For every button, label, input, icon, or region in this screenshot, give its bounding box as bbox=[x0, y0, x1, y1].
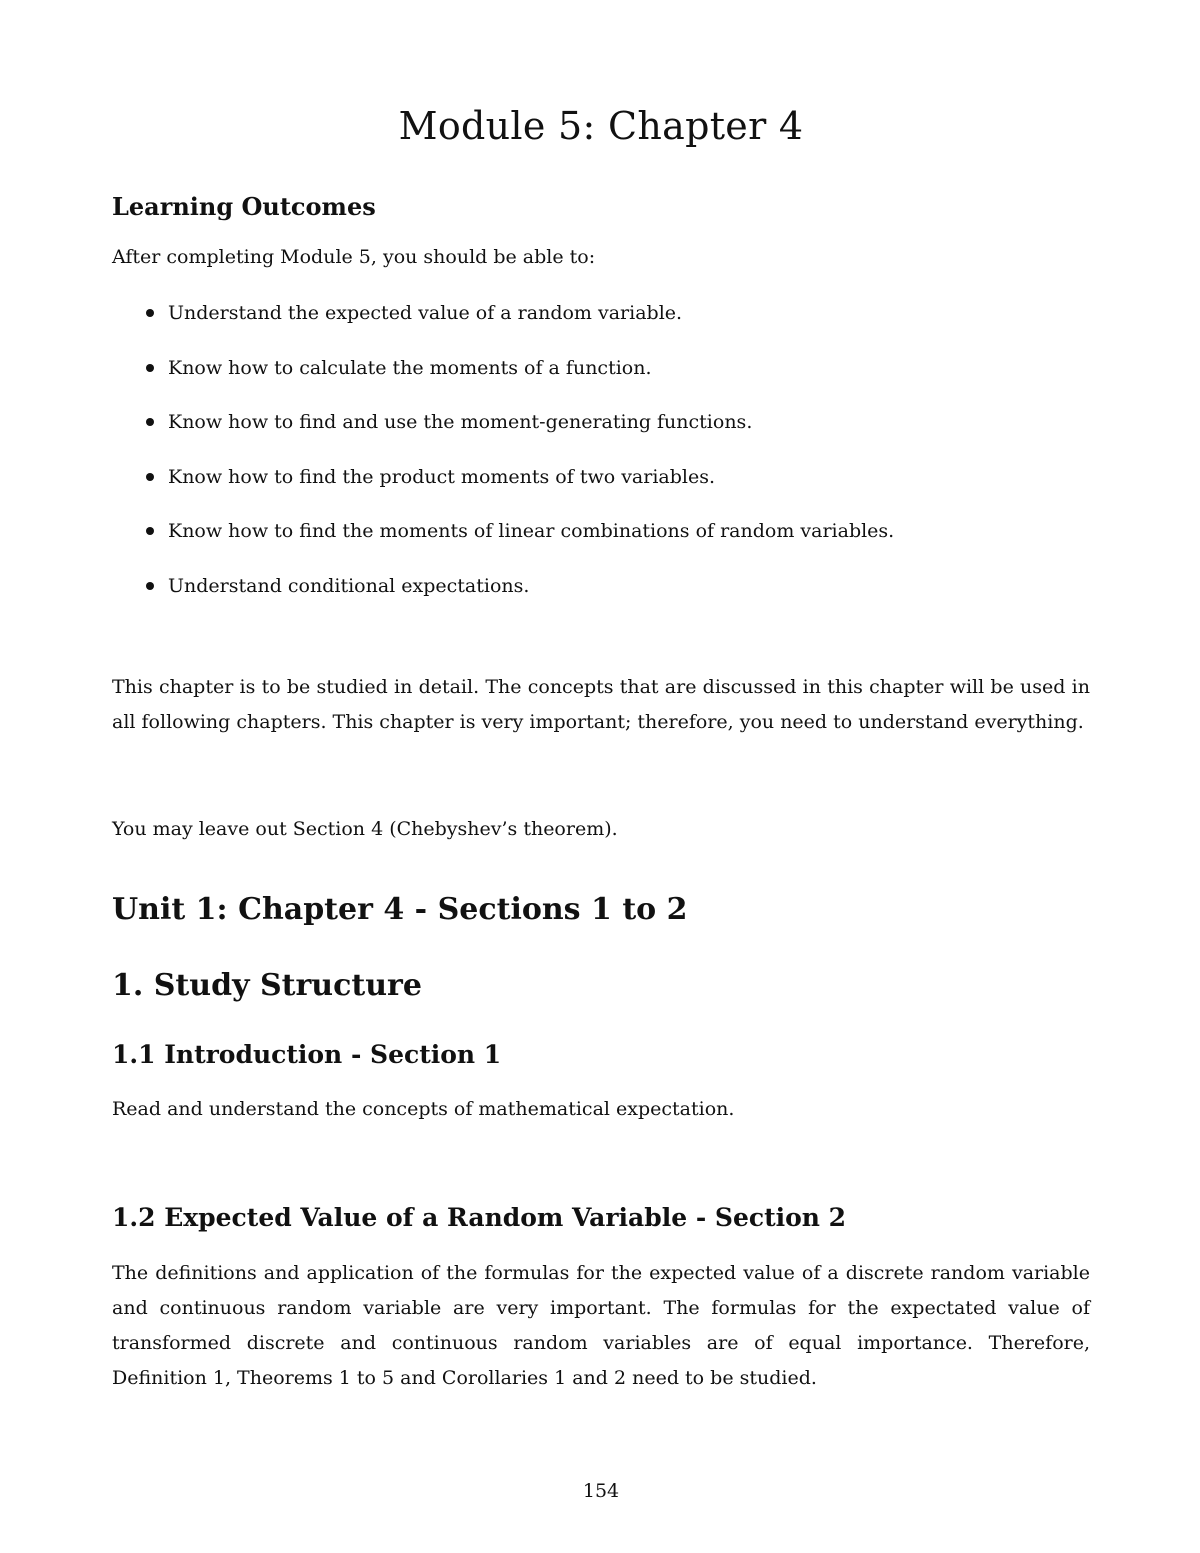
list-item bbox=[144, 573, 894, 628]
list-item bbox=[144, 518, 894, 573]
list-item bbox=[144, 409, 894, 464]
study-structure-heading: 1. Study Structure bbox=[112, 968, 422, 1003]
section-body-introduction: Read and understand the concepts of mathematical expectation. bbox=[112, 1098, 735, 1120]
learning-outcomes-intro: After completing Module 5, you should be able to: bbox=[112, 246, 596, 268]
bullet-icon bbox=[146, 364, 154, 372]
leave-out-paragraph: You may leave out Section 4 (Chebyshev’s theorem). bbox=[112, 818, 618, 840]
bullet-icon bbox=[146, 473, 154, 481]
bullet-icon bbox=[146, 527, 154, 535]
section-heading-expected-value: 1.2 Expected Value of a Random Variable - Section 2 bbox=[112, 1203, 847, 1232]
list-item-text: Know how to find and use the moment-generating functions. bbox=[168, 411, 753, 434]
list-item-text: Understand the expected value of a random variable. bbox=[168, 302, 683, 324]
list-item-text: Know how to find the moments of linear combinations of random variables. bbox=[168, 520, 895, 543]
bullet-icon bbox=[146, 582, 154, 590]
list-item-text: Know how to calculate the moments of a function. bbox=[168, 356, 652, 379]
learning-outcomes-heading: Learning Outcomes bbox=[112, 192, 376, 221]
list-item-text: Understand conditional expectations. bbox=[168, 574, 530, 597]
list-item bbox=[144, 300, 894, 355]
bullet-icon bbox=[146, 418, 154, 426]
page-title: Module 5: Chapter 4 bbox=[398, 104, 804, 148]
list-item-text: Know how to find the product moments of two variables. bbox=[168, 465, 716, 488]
page-number: 154 bbox=[582, 1480, 620, 1502]
section-heading-introduction: 1.1 Introduction - Section 1 bbox=[112, 1040, 502, 1069]
learning-outcomes-list bbox=[144, 300, 894, 628]
unit-heading: Unit 1: Chapter 4 - Sections 1 to 2 bbox=[112, 892, 688, 927]
bullet-icon bbox=[146, 309, 154, 317]
study-detail-paragraph: This chapter is to be studied in detail. The concepts that are discussed in this chapter will be used in all following chapters. This chapter is very important; therefore, you need to understand everything. bbox=[112, 676, 1090, 733]
list-item bbox=[144, 355, 894, 410]
list-item bbox=[144, 464, 894, 519]
section-body-expected-value: The definitions and application of the formulas for the expected value of a discrete random variable and continuous random variable are very important. The formulas for the expectated value of transformed discrete and continuous random variables are of equal importance. Therefore, Definition 1, Theorems 1 to 5 and Corollaries 1 and 2 need to be studied. bbox=[112, 1262, 1090, 1389]
